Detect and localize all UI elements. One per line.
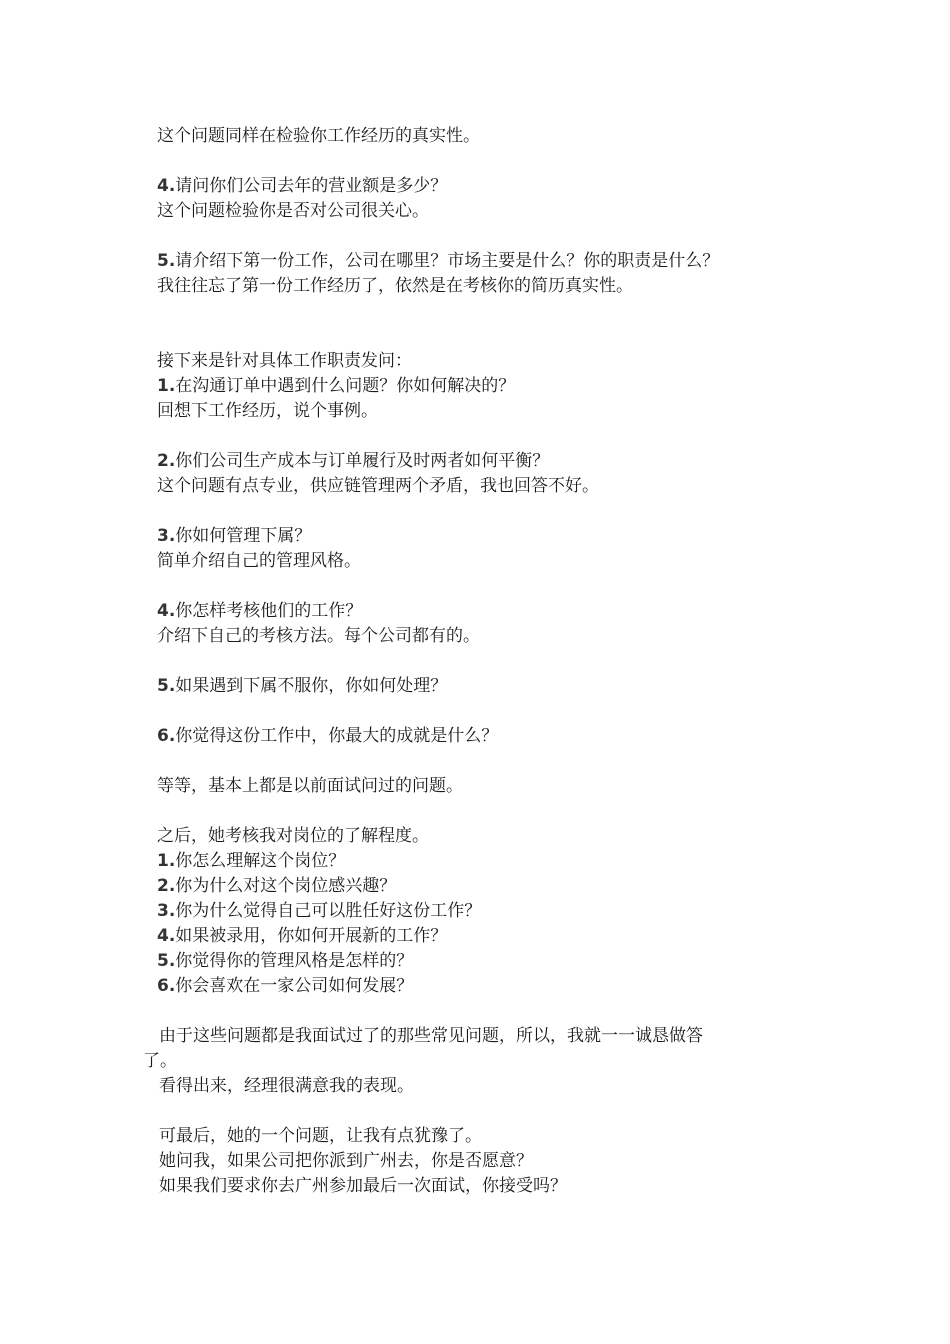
text-line bbox=[157, 774, 797, 799]
line-text: 她问我，如果公司把你派到广州去，你是否愿意？ bbox=[159, 1151, 533, 1171]
document-body bbox=[143, 124, 797, 1199]
text-line bbox=[157, 199, 797, 224]
line-text: 你觉得这份工作中，你最大的成就是什么？ bbox=[175, 726, 499, 746]
line-text: 你觉得你的管理风格是怎样的？ bbox=[175, 951, 414, 971]
item-number: 1. bbox=[157, 851, 176, 871]
item-number: 3. bbox=[157, 901, 176, 921]
line-text: 在沟通订单中遇到什么问题？你如何解决的？ bbox=[175, 376, 516, 396]
text-line bbox=[159, 1074, 797, 1099]
line-text: 你会喜欢在一家公司如何发展？ bbox=[175, 976, 414, 996]
item-number: 4. bbox=[157, 601, 176, 621]
paragraph-spacer bbox=[157, 424, 797, 449]
line-text: 回想下工作经历，说个事例。 bbox=[157, 401, 378, 421]
numbered-question-line bbox=[157, 249, 797, 274]
paragraph-spacer bbox=[157, 149, 797, 174]
item-number: 6. bbox=[157, 726, 176, 746]
text-line bbox=[159, 1174, 797, 1199]
item-number: 5. bbox=[157, 951, 176, 971]
line-text: 如果我们要求你去广州参加最后一次面试，你接受吗？ bbox=[159, 1176, 567, 1196]
line-text: 介绍下自己的考核方法。每个公司都有的。 bbox=[157, 626, 480, 646]
numbered-question-line bbox=[157, 949, 797, 974]
text-line bbox=[159, 1024, 797, 1049]
paragraph-spacer bbox=[157, 999, 797, 1024]
line-text: 这个问题有点专业，供应链管理两个矛盾，我也回答不好。 bbox=[157, 476, 599, 496]
item-number: 6. bbox=[157, 976, 176, 996]
line-text: 简单介绍自己的管理风格。 bbox=[157, 551, 361, 571]
numbered-question-line bbox=[157, 599, 797, 624]
paragraph-spacer bbox=[157, 649, 797, 674]
numbered-question-line bbox=[157, 724, 797, 749]
paragraph-spacer bbox=[157, 224, 797, 249]
line-text: 可最后，她的一个问题，让我有点犹豫了。 bbox=[159, 1126, 482, 1146]
line-text: 你怎么理解这个岗位？ bbox=[175, 851, 346, 871]
paragraph-spacer bbox=[157, 574, 797, 599]
line-text: 你为什么对这个岗位感兴趣？ bbox=[175, 876, 397, 896]
item-number: 2. bbox=[157, 451, 176, 471]
line-text: 如果被录用，你如何开展新的工作？ bbox=[175, 926, 448, 946]
paragraph-spacer bbox=[157, 799, 797, 824]
line-text: 你如何管理下属？ bbox=[175, 526, 312, 546]
paragraph-spacer bbox=[157, 699, 797, 724]
numbered-question-line bbox=[157, 899, 797, 924]
line-text: 你为什么觉得自己可以胜任好这份工作？ bbox=[175, 901, 482, 921]
line-text: 之后，她考核我对岗位的了解程度。 bbox=[157, 826, 429, 846]
line-text: 如果遇到下属不服你，你如何处理？ bbox=[175, 676, 448, 696]
line-text: 请问你们公司去年的营业额是多少？ bbox=[175, 176, 448, 196]
line-text: 由于这些问题都是我面试过了的那些常见问题，所以，我就一一诚恳做答 bbox=[159, 1026, 703, 1046]
text-line bbox=[157, 824, 797, 849]
numbered-question-line bbox=[157, 374, 797, 399]
numbered-question-line bbox=[157, 524, 797, 549]
numbered-question-line bbox=[157, 674, 797, 699]
item-number: 5. bbox=[157, 251, 176, 271]
item-number: 4. bbox=[157, 926, 176, 946]
item-number: 3. bbox=[157, 526, 176, 546]
line-text: 这个问题检验你是否对公司很关心。 bbox=[157, 201, 429, 221]
numbered-question-line bbox=[157, 449, 797, 474]
line-text: 等等，基本上都是以前面试问过的问题。 bbox=[157, 776, 463, 796]
item-number: 1. bbox=[157, 376, 176, 396]
text-line bbox=[157, 349, 797, 374]
numbered-question-line bbox=[157, 974, 797, 999]
line-text: 接下来是针对具体工作职责发问： bbox=[157, 351, 412, 371]
text-line bbox=[159, 1124, 797, 1149]
text-line bbox=[159, 1149, 797, 1174]
line-text: 你们公司生产成本与订单履行及时两者如何平衡？ bbox=[175, 451, 550, 471]
text-line bbox=[143, 1049, 797, 1074]
numbered-question-line bbox=[157, 924, 797, 949]
paragraph-spacer bbox=[157, 324, 797, 349]
line-text: 我往往忘了第一份工作经历了，依然是在考核你的简历真实性。 bbox=[157, 276, 633, 296]
text-line bbox=[157, 474, 797, 499]
paragraph-spacer bbox=[157, 1099, 797, 1124]
paragraph-spacer bbox=[157, 299, 797, 324]
text-line bbox=[157, 274, 797, 299]
numbered-question-line bbox=[157, 874, 797, 899]
item-number: 4. bbox=[157, 176, 176, 196]
text-line bbox=[157, 549, 797, 574]
line-text: 这个问题同样在检验你工作经历的真实性。 bbox=[157, 126, 480, 146]
item-number: 2. bbox=[157, 876, 176, 896]
line-text: 你怎样考核他们的工作？ bbox=[175, 601, 363, 621]
item-number: 5. bbox=[157, 676, 176, 696]
text-line bbox=[157, 624, 797, 649]
line-text: 看得出来，经理很满意我的表现。 bbox=[159, 1076, 414, 1096]
text-line bbox=[157, 399, 797, 424]
numbered-question-line bbox=[157, 849, 797, 874]
paragraph-spacer bbox=[157, 499, 797, 524]
text-line bbox=[157, 124, 797, 149]
line-text: 请介绍下第一份工作，公司在哪里？市场主要是什么？你的职责是什么？ bbox=[175, 251, 720, 271]
line-text: 了。 bbox=[143, 1051, 177, 1071]
paragraph-spacer bbox=[157, 749, 797, 774]
numbered-question-line bbox=[157, 174, 797, 199]
